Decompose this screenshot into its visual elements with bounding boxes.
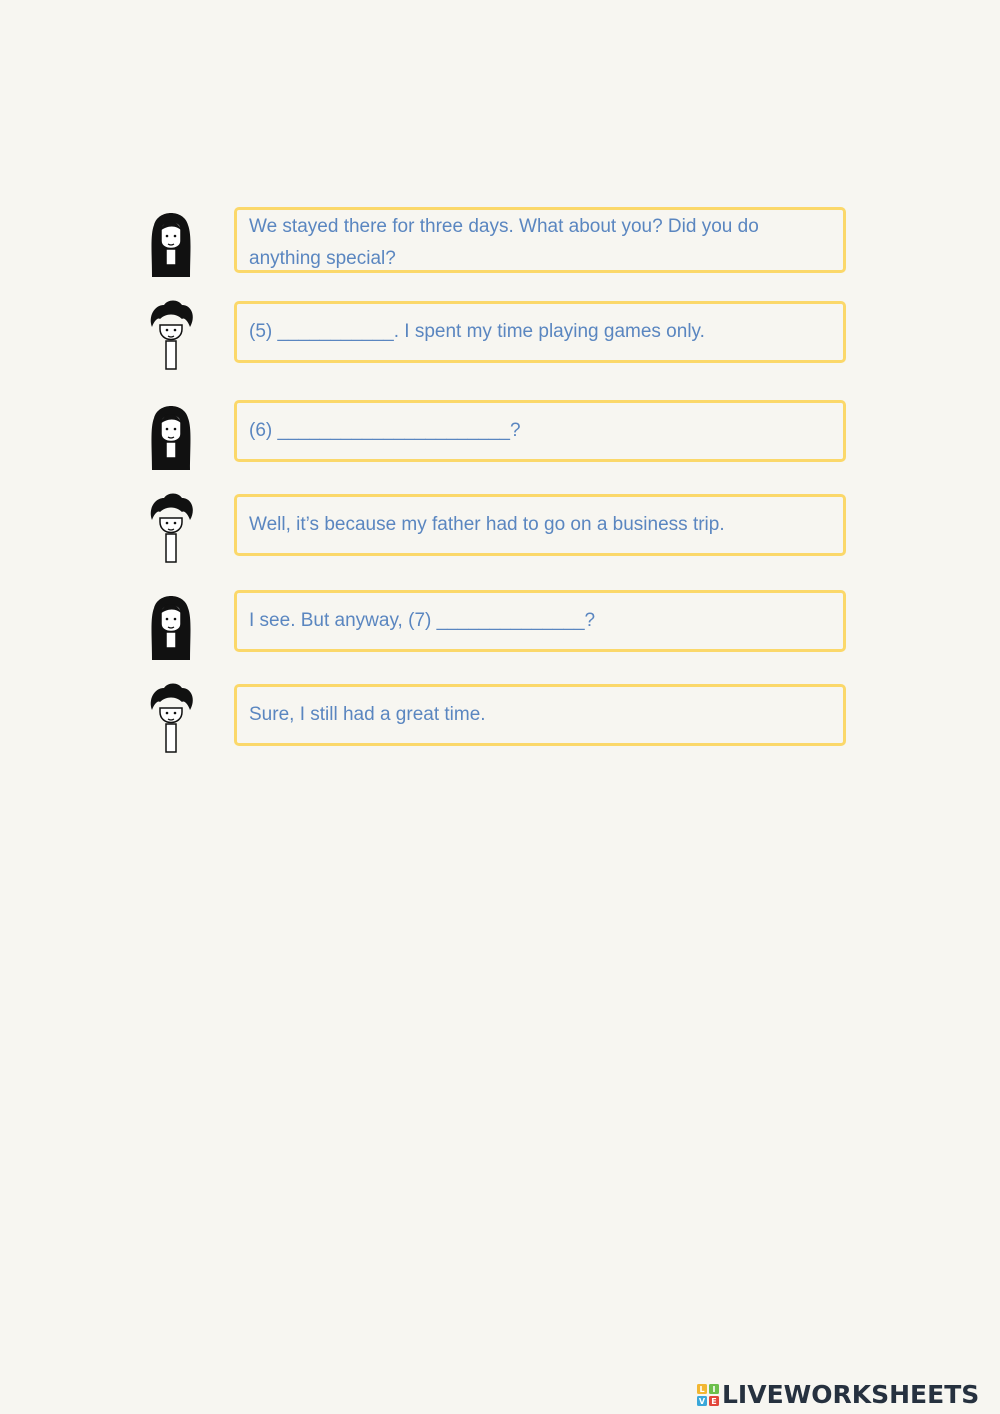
girl-avatar-icon (146, 588, 196, 660)
logo-letter: I (712, 1384, 716, 1394)
dialogue-bubble (234, 684, 846, 746)
dialogue-bubble (234, 590, 846, 652)
dialogue-text: I see. But anyway, (7) ______________? (249, 610, 596, 631)
dialogue-bubble (234, 301, 846, 363)
dialogue-bubble (234, 400, 846, 462)
boy-avatar-icon (146, 492, 196, 564)
girl-avatar-icon (146, 205, 196, 277)
logo-letter: V (698, 1396, 706, 1406)
dialogue-text: Sure, I still had a great time. (249, 704, 486, 725)
brand-name: LIVEWORKSHEETS (722, 1380, 980, 1409)
dialogue-text: Well, it’s because my father had to go on a business trip. (249, 514, 725, 535)
girl-avatar-icon (146, 398, 196, 470)
liveworksheets-logo-icon (697, 1384, 719, 1406)
dialogue-text: (6) ______________________? (249, 420, 521, 441)
boy-avatar-icon (146, 682, 196, 754)
dialogue-text: (5) ___________. I spent my time playing games only. (249, 321, 705, 342)
liveworksheets-logo (697, 1380, 979, 1409)
dialogue-text: We stayed there for three days. What about you? Did you do anything special? (249, 216, 759, 269)
logo-letter: L (699, 1384, 705, 1394)
dialogue-bubble (234, 207, 846, 273)
logo-letter: E (711, 1396, 717, 1406)
dialogue-bubble (234, 494, 846, 556)
boy-avatar-icon (146, 299, 196, 371)
